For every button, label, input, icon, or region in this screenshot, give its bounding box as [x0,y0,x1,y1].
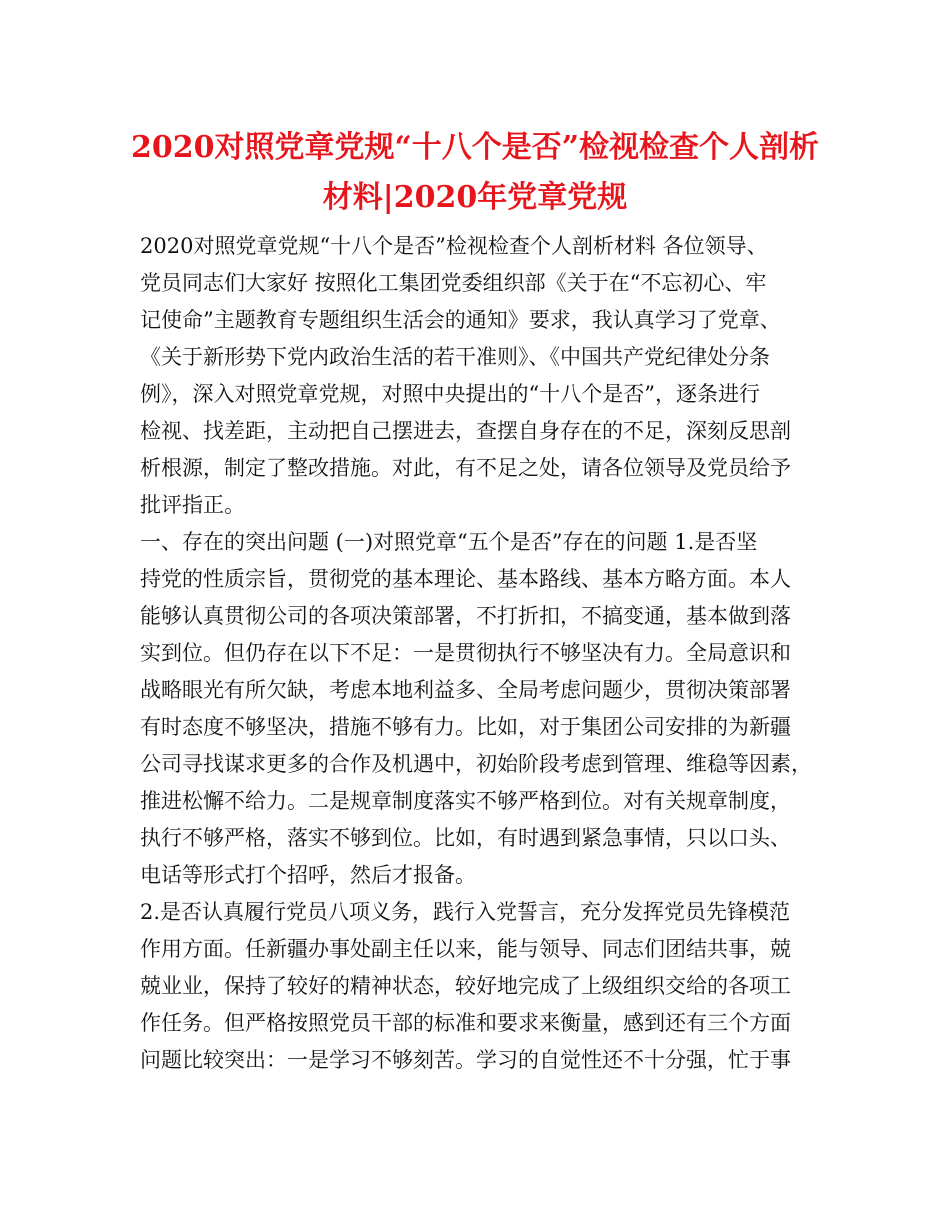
body-text-line: 作用方面。任新疆办事处副主任以来，能与领导、同志们团结共事，兢 [140,937,791,961]
body-text-line: 一、存在的突出问题 (一)对照党章“五个是否”存在的问题 1.是否坚 [140,530,758,554]
body-text-line: 兢业业，保持了较好的精神状态，较好地完成了上级组织交给的各项工 [140,974,791,998]
body-text-line: 能够认真贯彻公司的各项决策部署，不打折扣，不搞变通，基本做到落 [140,604,791,628]
body-text-line: 2.是否认真履行党员八项义务，践行入党誓言，充分发挥党员先锋模范 [140,900,791,924]
body-text-line: 《关于新形势下党内政治生活的若干准则》、《中国共产党纪律处分条 [140,345,770,369]
document-title-line-2: 材料|2020年党章党规 [322,180,628,215]
body-text-line: 批评指正。 [140,493,245,517]
body-text-line: 推进松懈不给力。二是规章制度落实不够严格到位。对有关规章制度， [140,789,791,813]
body-text-line: 党员同志们大家好 按照化工集团党委组织部《关于在“不忘初心、牢 [140,271,767,295]
document-title-line-1: 2020对照党章党规“十八个是否”检视检查个人剖析 [130,130,819,165]
body-text-line: 实到位。但仍存在以下不足：一是贯彻执行不够坚决有力。全局意识和 [140,641,791,665]
body-text-line: 问题比较突出：一是学习不够刻苦。学习的自觉性还不十分强，忙于事 [140,1048,791,1072]
body-text-line: 公司寻找谋求更多的合作及机遇中，初始阶段考虑到管理、维稳等因素， [140,752,812,776]
body-text-line: 作任务。但严格按照党员干部的标准和要求来衡量，感到还有三个方面 [140,1011,791,1035]
body-text-line: 电话等形式打个招呼，然后才报备。 [140,863,476,887]
body-text-line: 战略眼光有所欠缺，考虑本地利益多、全局考虑问题少，贯彻决策部署 [140,678,791,702]
body-text-line: 记使命”主题教育专题组织生活会的通知》要求，我认真学习了党章、 [140,308,781,332]
body-text-line: 2020对照党章党规“十八个是否”检视检查个人剖析材料 各位领导、 [140,234,768,258]
body-text-line: 析根源，制定了整改措施。对此，有不足之处，请各位领导及党员给予 [140,456,791,480]
body-text-line: 有时态度不够坚决，措施不够有力。比如，对于集团公司安排的为新疆 [140,715,791,739]
body-text-line: 检视、找差距，主动把自己摆进去，查摆自身存在的不足，深刻反思剖 [140,419,791,443]
body-text-line: 持党的性质宗旨，贯彻党的基本理论、基本路线、基本方略方面。本人 [140,567,791,591]
body-text-line: 例》，深入对照党章党规，对照中央提出的“十八个是否”，逐条进行 [140,382,760,406]
body-text-line: 执行不够严格，落实不够到位。比如，有时遇到紧急事情，只以口头、 [140,826,791,850]
